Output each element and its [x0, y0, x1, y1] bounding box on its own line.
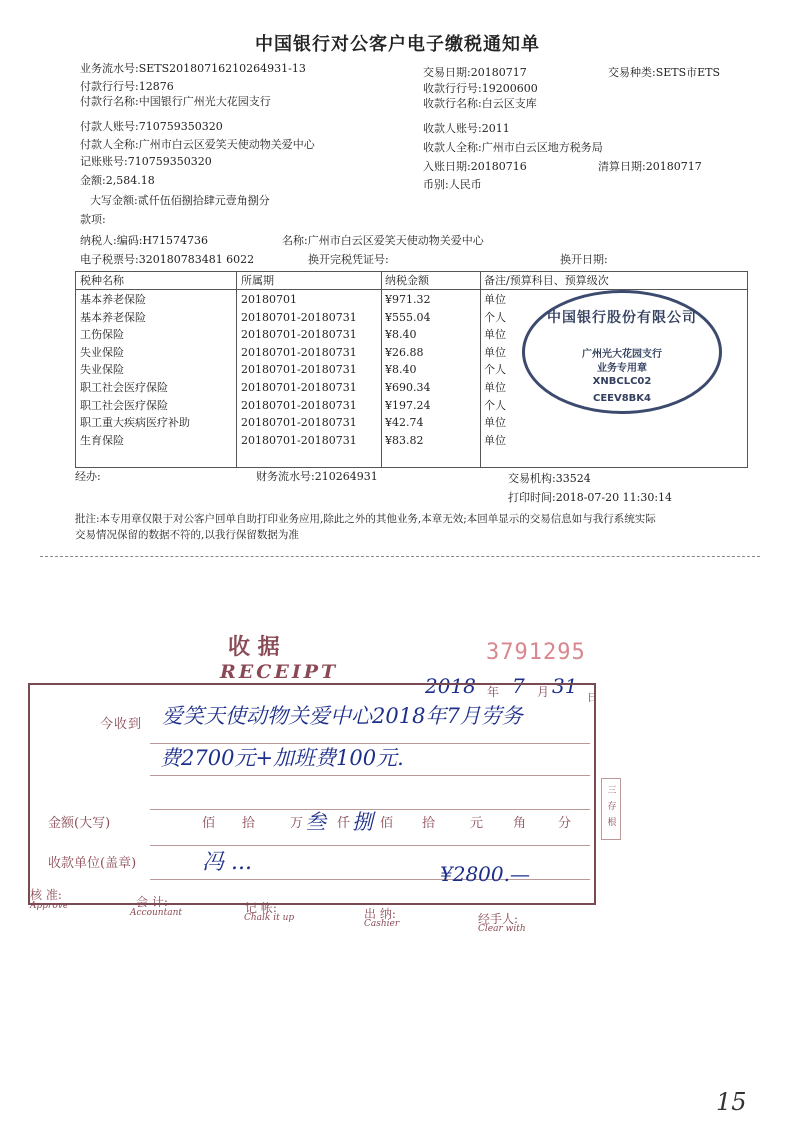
voucher-no: 换开完税凭证号:	[308, 253, 389, 266]
cell-amount: ¥971.32	[385, 293, 431, 306]
unit-jiao: 角	[513, 816, 527, 831]
cell-tax-name: 基本养老保险	[80, 293, 146, 306]
cell-tax-name: 失业保险	[80, 363, 124, 377]
received-from-label: 今收到	[100, 717, 143, 732]
cell-tax-name: 生育保险	[80, 433, 124, 447]
receipt-title-cn: 收 据	[228, 634, 280, 660]
receipt-title-en: RECEIPT	[220, 661, 339, 683]
stamp-code-1: XNBCLC02	[592, 376, 652, 387]
cell-period: 20180701-20180731	[241, 398, 357, 412]
handler-label: 经办:	[75, 470, 101, 483]
unit-qian: 仟	[337, 816, 351, 831]
cell-tax-name: 基本养老保险	[80, 310, 146, 324]
receipt-signature: 冯 ...	[202, 850, 252, 875]
finance-serial: 财务流水号:210264931	[256, 470, 378, 483]
payee-bank-name: 收款行名称:白云区支库	[423, 97, 537, 110]
receipt-number: 3791295	[486, 640, 586, 665]
cell-period: 20180701-20180731	[241, 433, 357, 447]
business-serial: 业务流水号:SETS20180716210264931-13	[80, 62, 306, 75]
sign-accountant-en: Accountant	[130, 908, 182, 918]
payee-account: 收款人账号:2011	[423, 122, 510, 135]
clear-date: 清算日期:20180717	[598, 160, 702, 173]
cell-amount: ¥555.04	[385, 310, 431, 324]
cell-amount: ¥8.40	[385, 328, 417, 342]
trade-date: 交易日期:20180717	[423, 66, 527, 79]
date-year-hand: 2018	[425, 674, 476, 698]
unit-bai-1: 佰	[202, 816, 216, 831]
cell-amount: ¥690.34	[385, 381, 431, 394]
sign-accountant-cn: 会 计:	[136, 895, 168, 909]
cell-remark: 单位	[484, 433, 506, 447]
sign-clear-en: Clear with	[478, 924, 526, 934]
payer-name: 付款人全称:广州市白云区爱笑天使动物关爱中心	[80, 138, 315, 151]
sign-approve-cn: 核 准:	[30, 888, 62, 902]
date-day-label: 日	[587, 691, 598, 704]
payer-account: 付款人账号:710759350320	[80, 120, 223, 133]
amount: 金额:2,584.18	[80, 174, 155, 187]
stamp-branch: 广州光大花园支行	[582, 349, 662, 360]
cell-period: 20180701-20180731	[241, 416, 357, 430]
cell-amount: ¥83.82	[385, 433, 424, 447]
e-ticket-no: 电子税票号:320180783481 6022	[80, 253, 255, 266]
cell-period: 20180701-20180731	[241, 381, 357, 394]
open-date: 换开日期:	[560, 253, 608, 266]
cell-amount: ¥8.40	[385, 363, 417, 377]
stamp-code-2: CEEV8BK4	[592, 393, 652, 404]
amount-hand-bai: 捌	[352, 810, 373, 834]
receipt-amount-total: ¥2800.—	[440, 862, 530, 886]
sign-chalk-en: Chalk it up	[244, 913, 295, 923]
stamp-main-text: 中国银行股份有限公司	[547, 310, 697, 326]
currency: 币别:人民币	[423, 178, 482, 191]
cell-tax-name: 职工社会医疗保险	[80, 381, 168, 394]
cell-period: 20180701-20180731	[241, 363, 357, 377]
sign-clear-cn: 经手人:	[478, 912, 519, 926]
cell-remark: 个人	[484, 398, 506, 412]
amount-hand-qian: 叁	[305, 810, 326, 834]
receipt-stub	[601, 778, 621, 840]
sign-cashier-cn: 出 纳:	[364, 907, 396, 921]
taxpayer-code: 纳税人:编码:H71574736	[80, 234, 208, 247]
sign-cashier-en: Cashier	[364, 919, 400, 929]
stub-label: 三存根	[607, 786, 617, 828]
payer-unit-label: 收款单位(盖章)	[48, 856, 137, 871]
cell-period: 20180701-20180731	[241, 345, 357, 359]
remark-line-1: 批注:本专用章仅限于对公客户回单自助打印业务应用,除此之外的其他业务,本章无效;本回单显示的交易信息如与我行系统实际	[75, 513, 656, 525]
item-label: 款项:	[80, 213, 106, 226]
entry-date: 入账日期:20180716	[423, 160, 527, 173]
trade-org: 交易机构:33524	[508, 472, 591, 485]
payer-bank-name: 付款行名称:中国银行广州光大花园支行	[80, 95, 271, 108]
unit-shi-1: 拾	[242, 816, 256, 831]
receipt-content-line-1: 爱笑天使动物关爱中心2018年7月劳务	[162, 704, 523, 728]
col-header-tax-name: 税种名称	[80, 274, 124, 287]
cell-tax-name: 职工重大疾病医疗补助	[80, 416, 190, 430]
bank-stamp	[522, 290, 722, 414]
cell-period: 20180701	[241, 293, 297, 306]
cell-remark: 个人	[484, 310, 506, 324]
unit-bai-2: 佰	[380, 816, 394, 831]
cell-period: 20180701-20180731	[241, 328, 357, 342]
book-account: 记账账号:710759350320	[80, 155, 212, 168]
date-month-label: 月	[537, 685, 550, 699]
cell-tax-name: 失业保险	[80, 345, 124, 359]
remark-line-2: 交易情况保留的数据不符的,以我行保留数据为准	[75, 529, 299, 541]
unit-fen: 分	[558, 816, 572, 831]
unit-shi-2: 拾	[422, 816, 436, 831]
col-header-period: 所属期	[241, 274, 274, 287]
cell-tax-name: 工伤保险	[80, 328, 124, 342]
amount-words-label: 金额(大写)	[48, 816, 111, 831]
col-header-remark: 备注/预算科目、预算级次	[484, 274, 609, 287]
date-day-hand: 31	[552, 674, 578, 698]
stamp-usage: 业务专用章	[597, 363, 647, 374]
date-month-hand: 7	[512, 674, 525, 698]
col-header-amount: 纳税金额	[385, 274, 429, 287]
cell-amount: ¥42.74	[385, 416, 424, 430]
cell-remark: 单位	[484, 328, 506, 342]
unit-wan: 万	[290, 816, 304, 831]
date-year-label: 年	[487, 685, 500, 699]
notice-title: 中国银行对公客户电子缴税通知单	[255, 34, 540, 55]
tear-line	[40, 556, 760, 557]
cell-remark: 单位	[484, 345, 506, 359]
trade-type: 交易种类:SETS市ETS	[608, 66, 721, 79]
taxpayer-name: 名称:广州市白云区爱笑天使动物关爱中心	[282, 234, 484, 247]
payee-name: 收款人全称:广州市白云区地方税务局	[423, 141, 603, 154]
amount-words: 大写金额:贰仟伍佰捌拾肆元壹角捌分	[90, 194, 270, 207]
payer-bank-no: 付款行行号:12876	[80, 80, 174, 93]
unit-yuan: 元	[470, 816, 484, 831]
cell-remark: 单位	[484, 416, 506, 430]
cell-remark: 个人	[484, 363, 506, 377]
page-mark: 15	[716, 1088, 747, 1116]
cell-amount: ¥26.88	[385, 345, 424, 359]
cell-remark: 单位	[484, 293, 506, 306]
sign-approve-en: Approve	[30, 901, 69, 911]
cell-remark: 单位	[484, 381, 506, 394]
payee-bank-no: 收款行行号:19200600	[423, 82, 538, 95]
receipt-content-line-2: 费2700元+加班费100元.	[160, 746, 404, 770]
cell-amount: ¥197.24	[385, 398, 431, 412]
cell-period: 20180701-20180731	[241, 310, 357, 324]
sign-chalk-cn: 记 帐:	[245, 901, 277, 915]
print-time: 打印时间:2018-07-20 11:30:14	[508, 491, 673, 504]
cell-tax-name: 职工社会医疗保险	[80, 398, 168, 412]
